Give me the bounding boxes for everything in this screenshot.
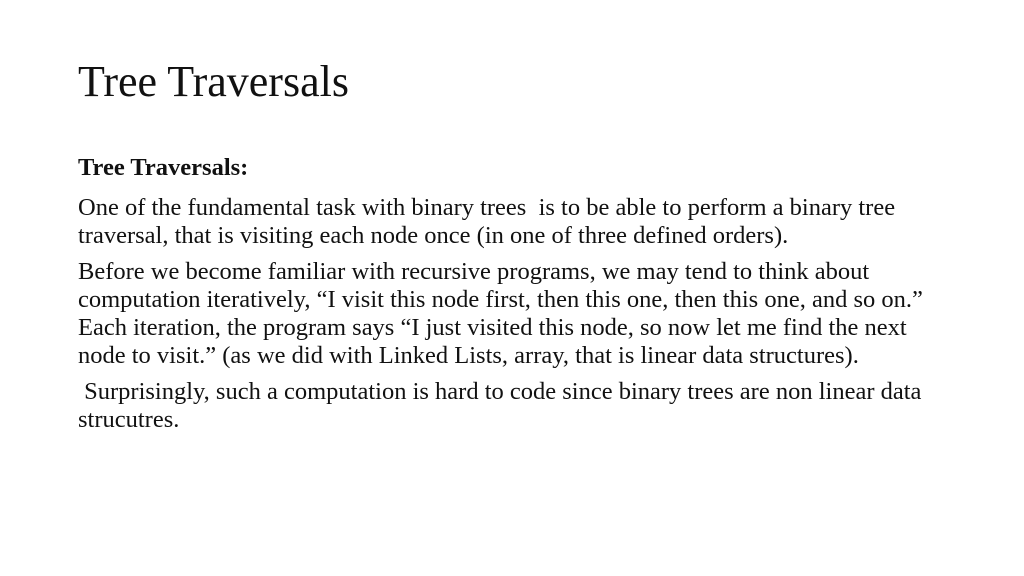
paragraph-intro: One of the fundamental task with binary trees is to be able to perform a binary tree traversal, that is visiting each node once (in one of three defined orders). xyxy=(78,194,902,249)
slide-body xyxy=(78,154,958,442)
paragraph-iteration: Before we become familiar with recursive programs, we may tend to think about computation iteratively, “I visit this node first, then this one, then this one, and so on.” Each iteration, the program says “I just visited this node, so now let me find the next node to visit.” (as we did with Linked Lists, array, that is linear data structures). xyxy=(78,258,929,369)
slide-title: Tree Traversals xyxy=(78,57,349,106)
paragraph-surprisingly: Surprisingly, such a computation is hard to code since binary trees are non linear data strucutres. xyxy=(78,378,928,433)
section-heading: Tree Traversals: xyxy=(78,154,249,181)
